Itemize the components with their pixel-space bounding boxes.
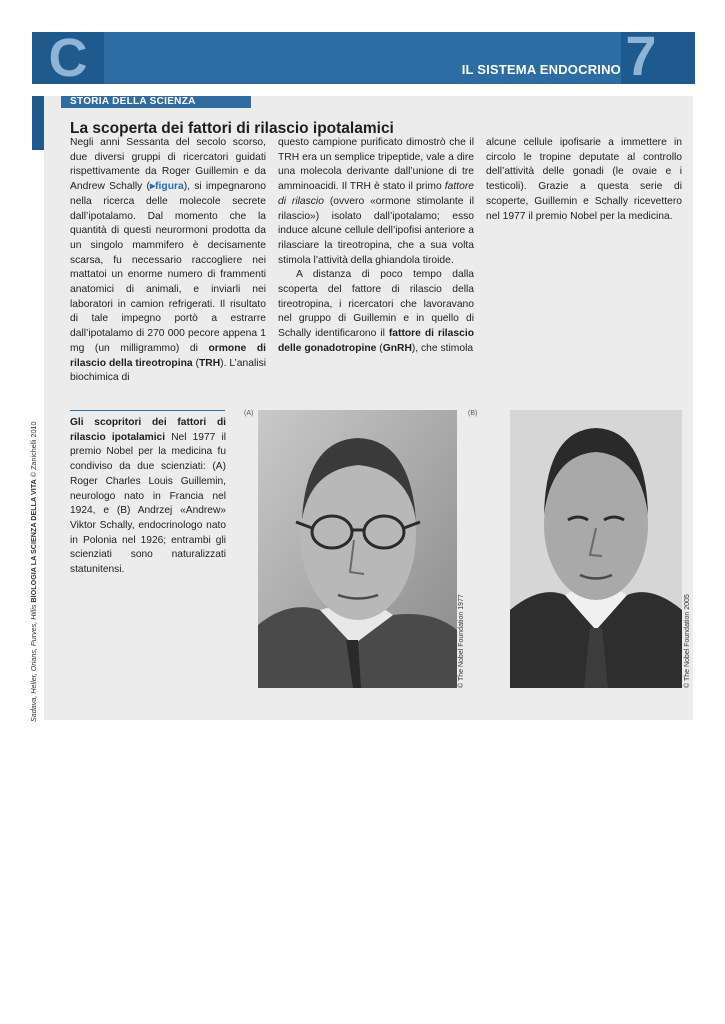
photo-guillemin bbox=[258, 410, 457, 688]
term-trh: TRH bbox=[198, 357, 221, 369]
text-run: A distanza di poco tempo dalla scoperta del fattore di rilascio della tireotropina, i ricercatori che lavoravano nel gruppo di Guillemin e in quello di Schally identificarono il bbox=[278, 269, 474, 340]
book-credit bbox=[29, 422, 38, 722]
credit-book: BIOLOGIA LA SCIENZA DELLA VITA bbox=[29, 479, 38, 603]
caption-text: Nel 1977 il premio Nobel per la medicina fu condiviso da due scienziati: (A) Roger Charles Louis Guillemin, neurologo nato in Francia nel 1924, e (B) Andrzej «Andrew» Viktor Schally, endocrinologo nato in Polonia nel 1926; entrambi gli scienziati sono naturalizzati statunitensi. bbox=[70, 431, 226, 576]
text-run: (ovvero «ormone stimolante il rilascio») isolato dall’ipotalamo; esso induce alcune cellule dell’ipofisi anteriore a rilasciare la tireotropina, che a sua volta stimola l’attività della ghiandola tiroide. bbox=[278, 195, 474, 266]
text-run: ). L’analisi biochimica di bbox=[70, 357, 266, 384]
photo-b-credit: © The Nobel Foundation 2005 bbox=[684, 594, 691, 688]
term-gnrh-full: fattore di rilascio delle gonadotropine bbox=[278, 328, 474, 354]
chapter-letter: C bbox=[48, 28, 88, 88]
photo-a-credit: © The Nobel Foundation 1977 bbox=[458, 594, 465, 688]
credit-publisher: © Zanichelli 2010 bbox=[29, 421, 38, 480]
term-gnrh: GnRH bbox=[382, 342, 412, 354]
term-release-factor: fattore di rilascio bbox=[278, 181, 474, 207]
photo-a-label: (A) bbox=[244, 410, 254, 417]
article-column-1 bbox=[70, 136, 266, 386]
credit-authors: Sadava, Heller, Orians, Purves, Hillis bbox=[29, 602, 38, 722]
text-run: ( bbox=[192, 357, 199, 369]
panel-stripe bbox=[32, 96, 44, 150]
text-run: ( bbox=[376, 342, 383, 354]
photo-b-label: (B) bbox=[468, 410, 478, 417]
caption-rule bbox=[70, 410, 225, 411]
chapter-number: 7 bbox=[625, 24, 657, 87]
text-run: questo campione purificato dimostrò che il TRH era un semplice tripeptide, vale a dire una molecola derivante dall’unione di tre amminoacidi. Il TRH è stato il primo bbox=[278, 137, 474, 193]
figure-link[interactable]: ▸figura bbox=[149, 181, 184, 193]
caption-title: Gli scopritori dei fattori di rilascio ipotalamici bbox=[70, 417, 226, 443]
text-run: ), che stimola bbox=[411, 342, 474, 354]
photo-schally bbox=[510, 410, 682, 688]
article-column-3 bbox=[486, 136, 682, 224]
chapter-title: IL SISTEMA ENDOCRINO bbox=[461, 62, 621, 77]
text-run: ), si impegnarono nella ricerca delle molecole secrete dall’ipotalamo. Dal momento che la quantità di questi neurormoni prodotta da un singolo mammifero è decisamente scarsa, fu necessario raccogliere nei mattatoi un enorme numero di frammenti anatomici di animali, e inviarli nei laboratori in camion refrigerati. Il risultato di tale impegno portò a estrarre dall’ipotalamo di 270 000 pecore appena 1 mg (un milligrammo) di bbox=[70, 181, 266, 354]
term-trh-full: ormone di rilascio della tireotropina bbox=[70, 342, 266, 369]
section-tab: STORIA DELLA SCIENZA bbox=[61, 96, 251, 108]
text-run: alcune cellule ipofisarie a immettere in circolo le tropine deputate al controllo dell’attività delle gonadi (le ovaie e i testicoli). Grazie a questa serie di scoperte, Guillemin e Schally ricevettero nel 1977 il premio Nobel per la medicina. bbox=[486, 137, 682, 222]
article-title: La scoperta dei fattori di rilascio ipotalamici bbox=[70, 120, 394, 137]
text-run: Negli anni Sessanta del secolo scorso, due diversi gruppi di ricercatori guidati rispettivamente da Roger Guillemin e da Andrew Schally ( bbox=[70, 137, 266, 193]
figure-caption bbox=[70, 416, 226, 578]
article-column-2 bbox=[278, 136, 474, 357]
